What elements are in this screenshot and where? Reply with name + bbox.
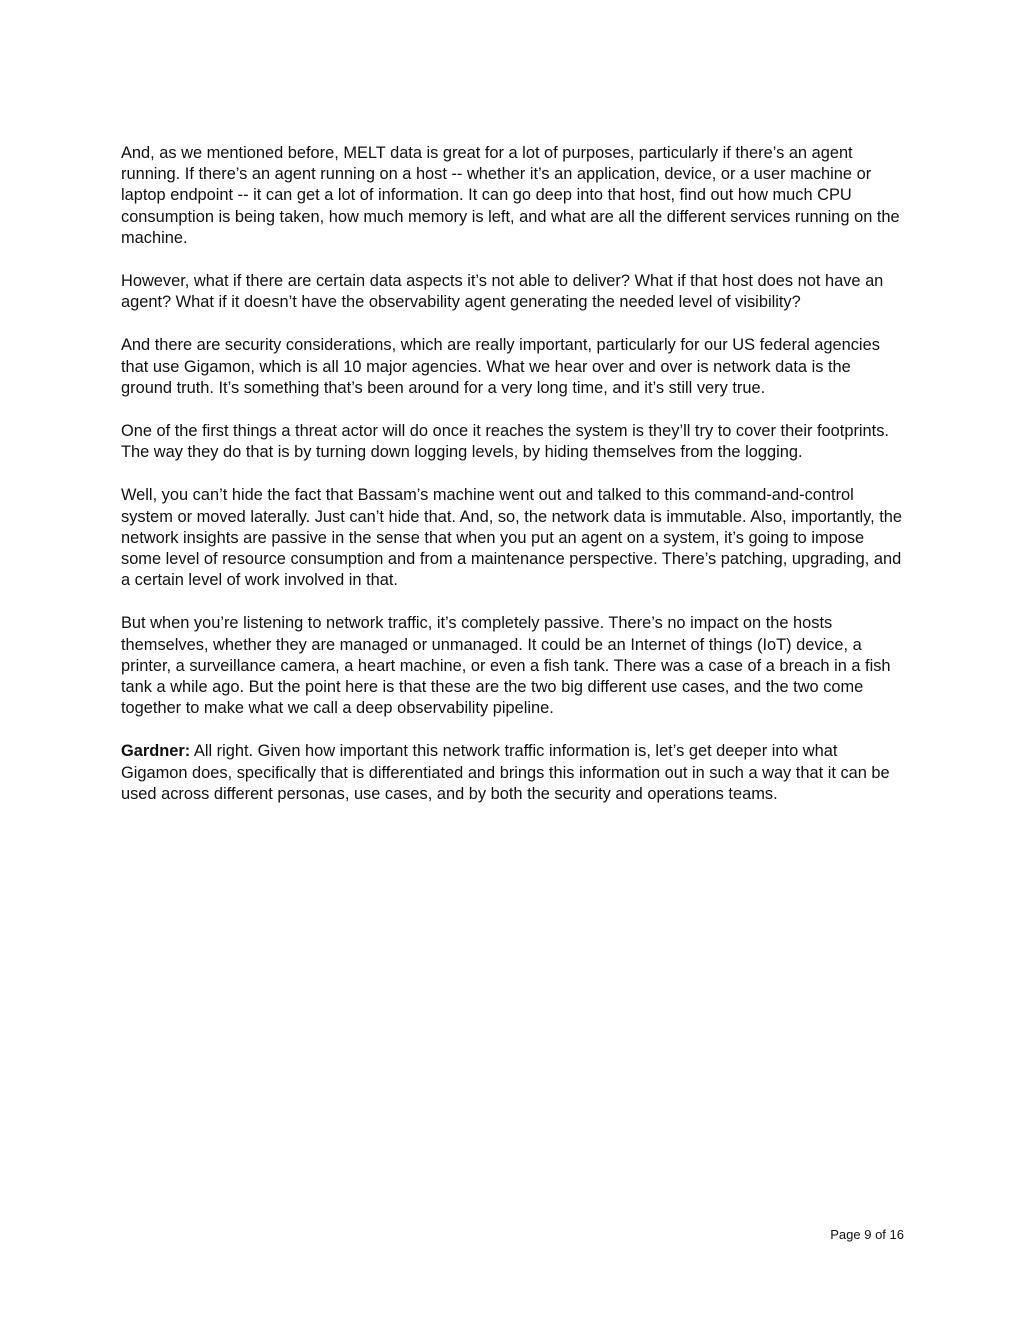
paragraph-2: However, what if there are certain data aspects it’s not able to deliver? What if that host does not have an agent? What if it doesn’t have the observability agent generating the needed level of visibility?: [121, 272, 884, 312]
paragraph-1: And, as we mentioned before, MELT data is great for a lot of purposes, particularly if there’s an agent running. If there’s an agent running on a host -- whether it’s an application, device, or a user machine or laptop endpoint -- it can get a lot of information. It can go deep into that host, find out how much CPU consumption is being taken, how much memory is left, and what are all the different services running on the machine.: [121, 144, 900, 247]
paragraph-3: And there are security considerations, which are really important, particularly for our US federal agencies that use Gigamon, which is all 10 major agencies. What we hear over and over is network data is the ground truth. It’s something that’s been around for a very long time, and it’s still very true.: [121, 336, 880, 397]
paragraph-5: Well, you can’t hide the fact that Bassam’s machine went out and talked to this command-and-control system or moved laterally. Just can’t hide that. And, so, the network data is immutable. Also, importantly, the network insights are passive in the sense that when you put an agent on a system, it’s going to impose some level of resource consumption and from a maintenance perspective. There’s patching, upgrading, and a certain level of work involved in that.: [121, 486, 903, 590]
paragraph-gardner: [121, 741, 905, 805]
speaker-name: Gardner:: [121, 742, 191, 761]
paragraph-4: One of the first things a threat actor will do once it reaches the system is they’ll try to cover their footprints. The way they do that is by turning down logging levels, by hiding themselves from the logging.: [121, 422, 889, 462]
document-body: [121, 143, 905, 827]
speaker-text: All right. Given how important this network traffic information is, let’s get deeper into what Gigamon does, specifically that is differentiated and brings this information out in such a way that it can be used across different personas, use cases, and by both the security and operations teams.: [121, 742, 890, 803]
paragraph-6: But when you’re listening to network traffic, it’s completely passive. There’s no impact on the hosts themselves, whether they are managed or unmanaged. It could be an Internet of things (IoT) device, a printer, a surveillance camera, a heart machine, or even a fish tank. There was a case of a breach in a fish tank a while ago. But the point here is that these are the two big different use cases, and the two come together to make what we call a deep observability pipeline.: [121, 614, 891, 718]
page-number: Page 9 of 16: [830, 1227, 904, 1242]
